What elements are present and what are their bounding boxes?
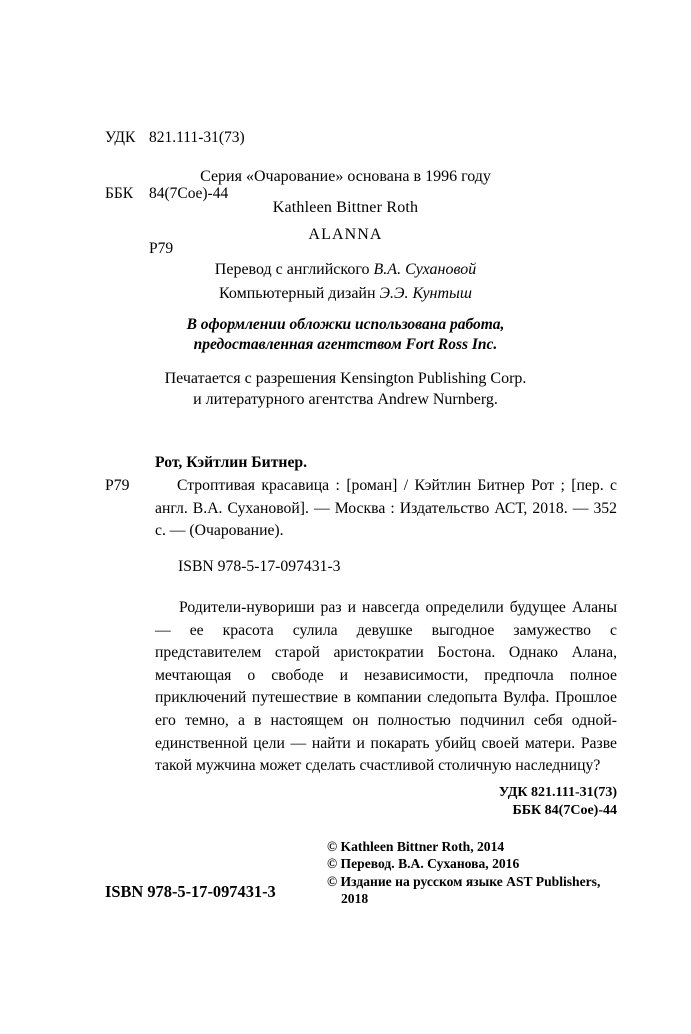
front-matter-block (60, 168, 631, 410)
translation-credit (60, 261, 631, 279)
copyright-line-3-continuation: 2018 (341, 891, 369, 907)
designer-name: Э.Э. Кунтыш (379, 285, 472, 302)
series-line: Серия «Очарование» основана в 1996 году (200, 168, 491, 185)
permission-line-2: и литературного агентства Andrew Nurnberg. (193, 391, 498, 408)
annotation-paragraph: Родители-нувориши раз и навсегда определили будущее Аланы — ее красота сулила девушке выгодное замужество с представителем старой аристократии Бостона. Однако Алана, мечтающая о свободе и независимости, предпочла полное приключений путешествие в компании следопыта Вулфа. Прошлое его темно, а в настоящем он полностью подчинил себя одной-единственной цели — найти и покарать убийц своей матери. Разве такой мужчина может сделать счастливой столичную наследницу? (155, 599, 617, 775)
cover-note-line-2: предоставленная агентством Fort Ross Inc. (193, 336, 498, 353)
udk-value: 821.111-31(73) (149, 129, 245, 146)
original-author-line: Kathleen Bittner Roth (272, 199, 419, 216)
copyright-block (327, 838, 627, 908)
udk-bottom: УДК 821.111-31(73) (498, 785, 617, 800)
bbk-value: 84(7Coe)-44 (149, 184, 229, 202)
cip-author-heading: Рот, Кэйтлин Битнер. (155, 454, 308, 471)
translation-prefix: Перевод с английского (214, 261, 374, 278)
design-credit (60, 285, 631, 303)
isbn-bottom: ISBN 978-5-17-097431-3 (105, 882, 276, 901)
translator-name: В.А. Сухановой (373, 261, 477, 278)
cip-record (105, 452, 617, 543)
classification-codes-bottom (499, 784, 617, 819)
udk-row (105, 129, 245, 148)
original-title-line: ALANNA (308, 226, 383, 243)
cip-isbn: ISBN 978-5-17-097431-3 (178, 558, 341, 575)
udk-label: УДК (105, 129, 136, 146)
cip-body (105, 475, 617, 543)
shelf-mark: Р79 (149, 240, 174, 257)
cover-note-line-1: В оформлении обложки использована работа, (186, 316, 505, 333)
bbk-bottom: ББК 84(7Coe)-44 (512, 802, 617, 818)
copyright-line-2: © Перевод. В.А. Суханова, 2016 (327, 856, 520, 872)
permission-line-1: Печатается с разрешения Kensington Publishing Corp. (164, 370, 527, 387)
cover-artwork-note (60, 315, 631, 355)
cip-shelf-mark: Р79 (105, 477, 130, 494)
design-prefix: Компьютерный дизайн (219, 285, 380, 302)
bbk-label: ББК (105, 184, 134, 202)
cip-description: Строптивая красавица : [роман] / Кэйтлин Битнер Рот ; [пер. с англ. В.А. Сухановой]. — Москва : Издательство АСТ, 2018. — 352 с. — (Очарование). (155, 477, 617, 539)
permission-note (60, 368, 631, 410)
copyright-line-1: © Kathleen Bittner Roth, 2014 (327, 839, 505, 854)
copyright-line-3: © Издание на русском языке AST Publishers, (327, 873, 601, 889)
